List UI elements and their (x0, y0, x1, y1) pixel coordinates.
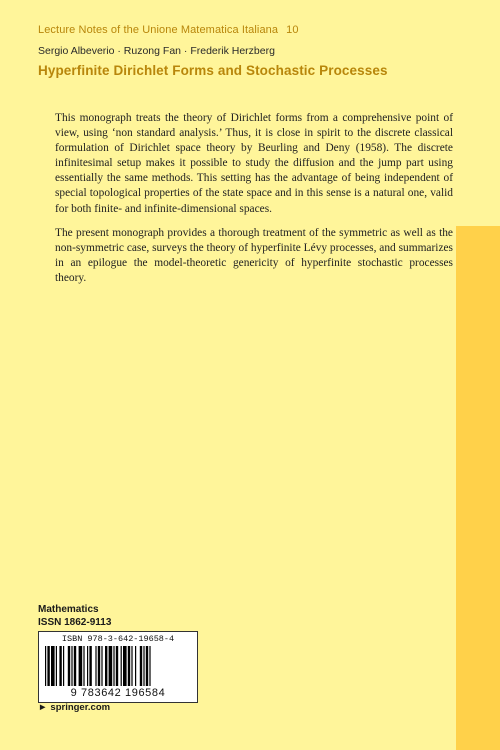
barcode-bar (123, 646, 127, 686)
authors: Sergio Albeverio · Ruzong Fan · Frederik Herzberg (38, 45, 275, 57)
barcode-bar (83, 646, 84, 686)
publisher-link[interactable] (38, 702, 110, 713)
blurb-paragraph-2: The present monograph provides a thorough treatment of the symmetric as well as the non-symmetric case, surveys the theory of hyperfinite Lévy processes, and summarizes in an epilogue the model-theoretic genericity of hyperfinite stochastic processes theory. (55, 226, 453, 284)
barcode-bar (149, 646, 150, 686)
issn-label: ISSN 1862-9113 (38, 617, 112, 628)
barcode-bar (105, 646, 107, 686)
barcode-bar (68, 646, 70, 686)
series-line (38, 24, 299, 36)
barcode-bar (131, 646, 132, 686)
barcode-digits: 9 783642 196584 (70, 687, 166, 699)
barcode-bar (98, 646, 100, 686)
barcode-bar (63, 646, 64, 686)
barcode-bar (74, 646, 76, 686)
barcode-bar (87, 646, 88, 686)
barcode-bar (59, 646, 61, 686)
barcode-bar (109, 646, 113, 686)
barcode-bar (71, 646, 72, 686)
book-title: Hyperfinite Dirichlet Forms and Stochastic Processes (38, 63, 388, 78)
barcode-bar (128, 646, 130, 686)
publisher-url: springer.com (50, 702, 111, 713)
blurb (55, 111, 453, 295)
barcode-bar (135, 646, 136, 686)
barcode-bar (51, 646, 55, 686)
barcode-bar (89, 646, 91, 686)
barcode-bars (45, 646, 191, 686)
arrow-right-icon: ► (38, 702, 48, 713)
series-name: Lecture Notes of the Unione Matematica Italiana (38, 24, 279, 36)
barcode-bar (95, 646, 96, 686)
isbn-text: ISBN 978-3-642-19658-4 (61, 634, 175, 644)
subject-label: Mathematics (38, 604, 99, 615)
barcode-bar (47, 646, 49, 686)
barcode-bar (56, 646, 57, 686)
barcode-bar (121, 646, 122, 686)
barcode-bar (116, 646, 118, 686)
barcode-bar (45, 646, 46, 686)
blurb-paragraph-1: This monograph treats the theory of Dirichlet forms from a comprehensive point of view, using ‘non standard analysis.’ Thus, it is close in spirit to the discrete classical formulation of Dirichlet space theory by Beurling and Deny (1958). The discrete infinitesimal setup makes it possible to study the diffusion and the jump part using essentially the same methods. This setting has the advantage of being independent of special topological properties of the state space and in this sense is a natural one, valid for both finite- and infinite-dimensional spaces. (55, 112, 453, 215)
barcode-bar (146, 646, 148, 686)
barcode-bar (79, 646, 83, 686)
series-volume: 10 (286, 24, 299, 36)
barcode-panel (38, 631, 198, 703)
spine-top-panel (456, 0, 500, 226)
barcode-bar (101, 646, 102, 686)
barcode-bar (143, 646, 144, 686)
barcode-bar (140, 646, 142, 686)
barcode-bar (113, 646, 114, 686)
